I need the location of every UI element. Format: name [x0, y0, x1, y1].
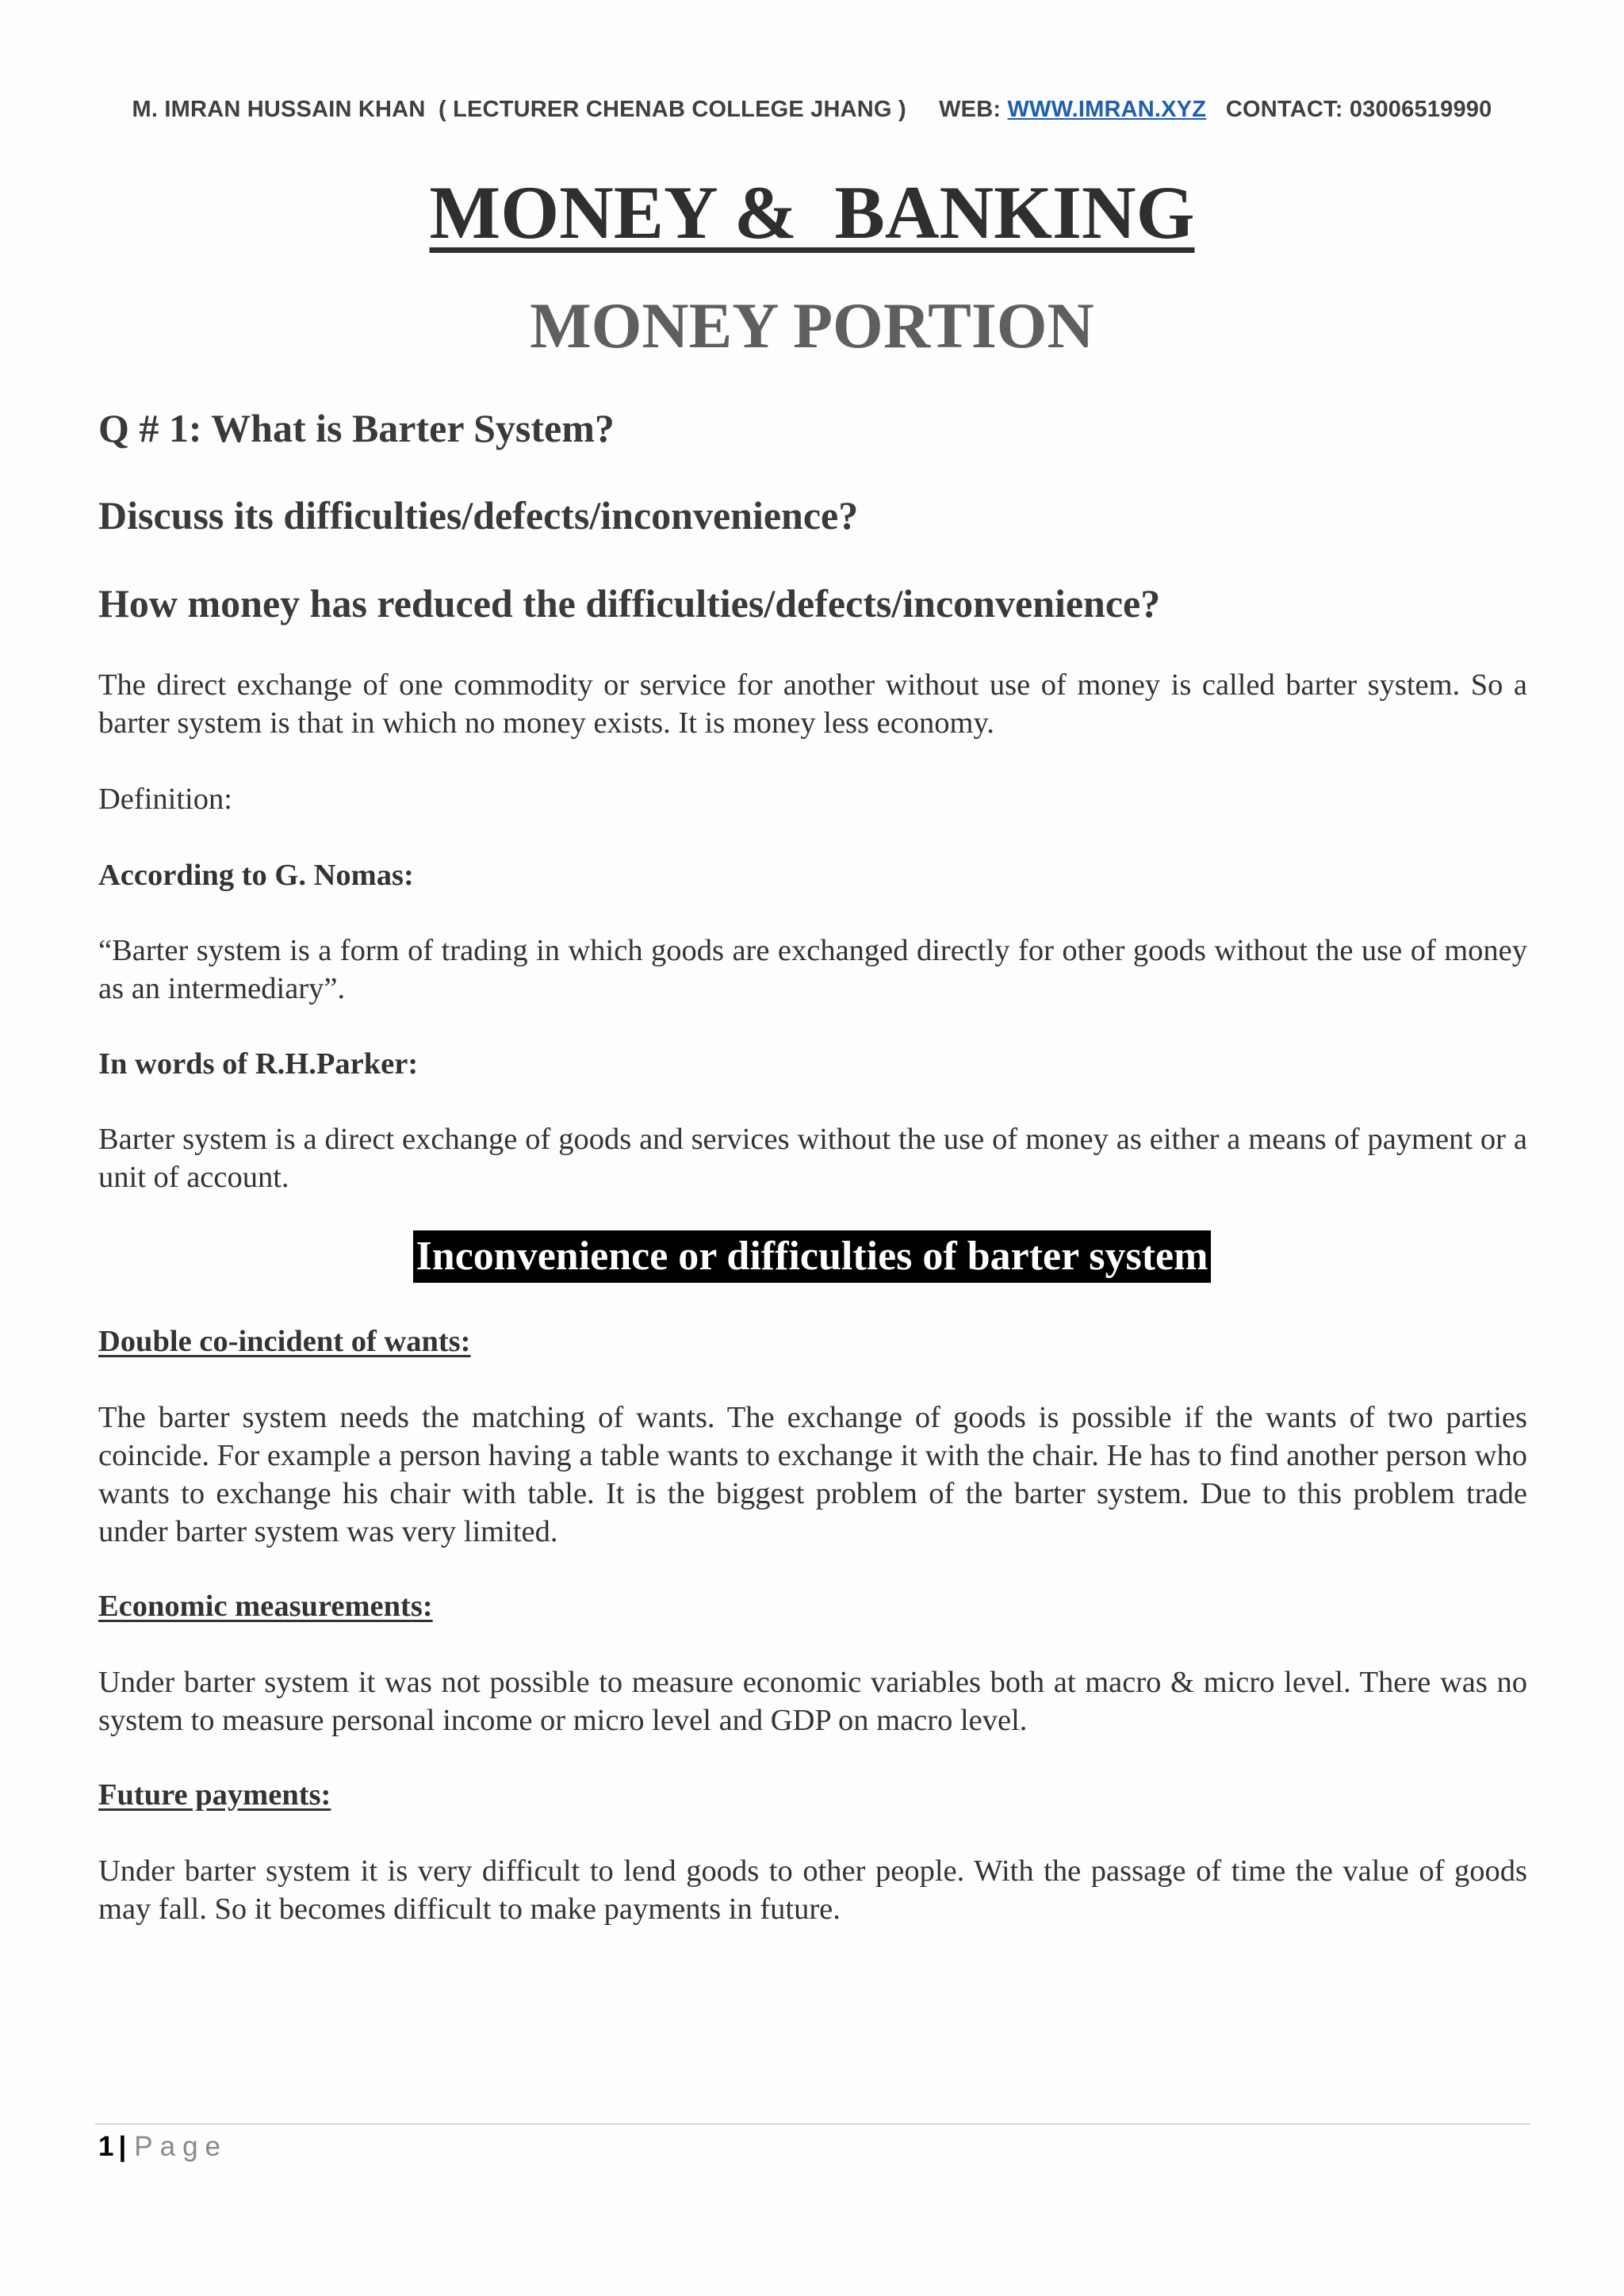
point-1-label: Double co-incident of wants:	[98, 1325, 471, 1358]
definition-2-text: Barter system is a direct exchange of goods and services without the use of money as either a means of payment or a unit of account.	[98, 1123, 1527, 1194]
section-heading	[0, 1230, 1624, 1283]
document-title-text: MONEY & BANKING	[429, 170, 1195, 254]
definition-1-label: According to G. Nomas:	[98, 859, 414, 892]
definition-2-label: In words of R.H.Parker:	[98, 1047, 419, 1081]
page-header	[0, 97, 1624, 123]
page-number: 1	[98, 2131, 114, 2162]
footer-separator: |	[118, 2131, 127, 2162]
website-link[interactable]: WWW.IMRAN.XYZ	[1007, 97, 1207, 122]
point-1-text: The barter system needs the matching of wants. The exchange of goods is possible if the wants of two parties coincide. For example a person having a table wants to exchange it with the chair. He has to find another person who wants to exchange his chair with table. It is the biggest problem of the barter system. Due to this problem trade under barter system was very limited.	[98, 1401, 1527, 1548]
point-3-text: Under barter system it is very difficult to lend goods to other people. With the passage of time the value of goods may fall. So it becomes difficult to make payments in future.	[98, 1854, 1527, 1926]
intro-paragraph: The direct exchange of one commodity or service for another without use of money is called barter system. So a barter system is that in which no money exists. It is money less economy.	[98, 668, 1527, 740]
footer-divider	[95, 2123, 1530, 2125]
page-footer	[98, 2130, 228, 2164]
point-2-label: Economic measurements:	[98, 1590, 433, 1623]
document-title	[0, 169, 1624, 256]
point-3-label: Future payments:	[98, 1778, 331, 1812]
document-subtitle: MONEY PORTION	[530, 289, 1094, 362]
page-word: Page	[134, 2131, 228, 2162]
question-heading-1: Q # 1: What is Barter System?	[98, 406, 615, 450]
definition-label: Definition:	[98, 783, 232, 816]
question-heading-2: Discuss its difficulties/defects/inconvenience?	[98, 493, 859, 538]
definition-1-text: “Barter system is a form of trading in which goods are exchanged directly for other goods without the use of money as an intermediary”.	[98, 934, 1527, 1005]
question-heading-3: How money has reduced the difficulties/defects/inconvenience?	[98, 581, 1161, 626]
header-author: M. IMRAN HUSSAIN KHAN ( LECTURER CHENAB COLLEGE JHANG ) WEB:	[132, 97, 1008, 122]
point-2-text: Under barter system it was not possible to measure economic variables both at macro & micro level. There was no system to measure personal income or micro level and GDP on macro level.	[98, 1666, 1527, 1737]
header-contact: CONTACT: 03006519990	[1206, 97, 1492, 122]
section-heading-text: Inconvenience or difficulties of barter system	[413, 1230, 1212, 1283]
